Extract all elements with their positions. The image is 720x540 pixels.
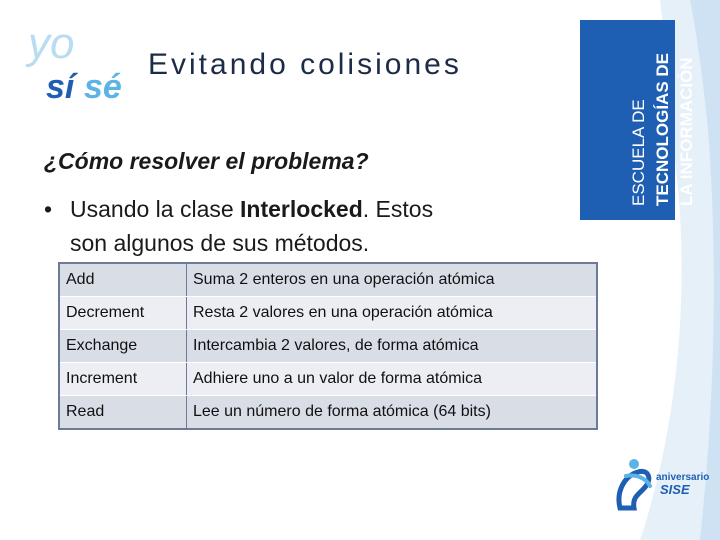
bullet-text-suffix: . Estos — [362, 196, 434, 222]
method-description-cell: Lee un número de forma atómica (64 bits) — [187, 396, 598, 430]
method-name-cell: Exchange — [59, 330, 187, 363]
methods-table — [58, 262, 598, 430]
school-name-vertical — [620, 28, 700, 208]
yo-si-se-logo — [22, 14, 132, 109]
method-name-cell: Decrement — [59, 297, 187, 330]
table-row — [59, 330, 597, 363]
table-row — [59, 297, 597, 330]
bullet-dot: • — [44, 196, 53, 222]
method-name-cell: Increment — [59, 363, 187, 396]
table-row — [59, 263, 597, 297]
bullet-text-line2: son algunos de sus métodos. — [70, 230, 370, 256]
method-description-cell: Resta 2 valores en una operación atómica — [187, 297, 598, 330]
bullet-class-name: Interlocked — [240, 196, 363, 222]
logo-se-text: sé — [84, 68, 122, 106]
logo-yo-text: yo — [28, 19, 75, 68]
anniversary-figure-head-icon — [629, 459, 639, 469]
logo-si-text: sí — [46, 68, 75, 106]
anniversary-label: aniversario — [656, 472, 710, 483]
table-row — [59, 396, 597, 430]
method-description-cell: Suma 2 enteros en una operación atómica — [187, 263, 598, 297]
table-row — [59, 363, 597, 396]
method-name-cell: Read — [59, 396, 187, 430]
bullet-text-prefix: Usando la clase — [70, 196, 241, 222]
method-description-cell: Intercambia 2 valores, de forma atómica — [187, 330, 598, 363]
school-line-2: TECNOLOGÍAS DE — [653, 52, 672, 206]
anniversary-logo — [612, 456, 712, 516]
school-line-1: ESCUELA DE — [629, 99, 648, 206]
school-line-3: LA INFORMACIÓN — [677, 57, 696, 206]
anniversary-brand: SISE — [660, 482, 690, 497]
slide-title: Evitando colisiones — [148, 48, 462, 81]
section-heading: ¿Cómo resolver el problema? — [44, 148, 369, 174]
method-description-cell: Adhiere uno a un valor de forma atómica — [187, 363, 598, 396]
method-name-cell: Add — [59, 263, 187, 297]
bullet-item — [44, 192, 544, 260]
